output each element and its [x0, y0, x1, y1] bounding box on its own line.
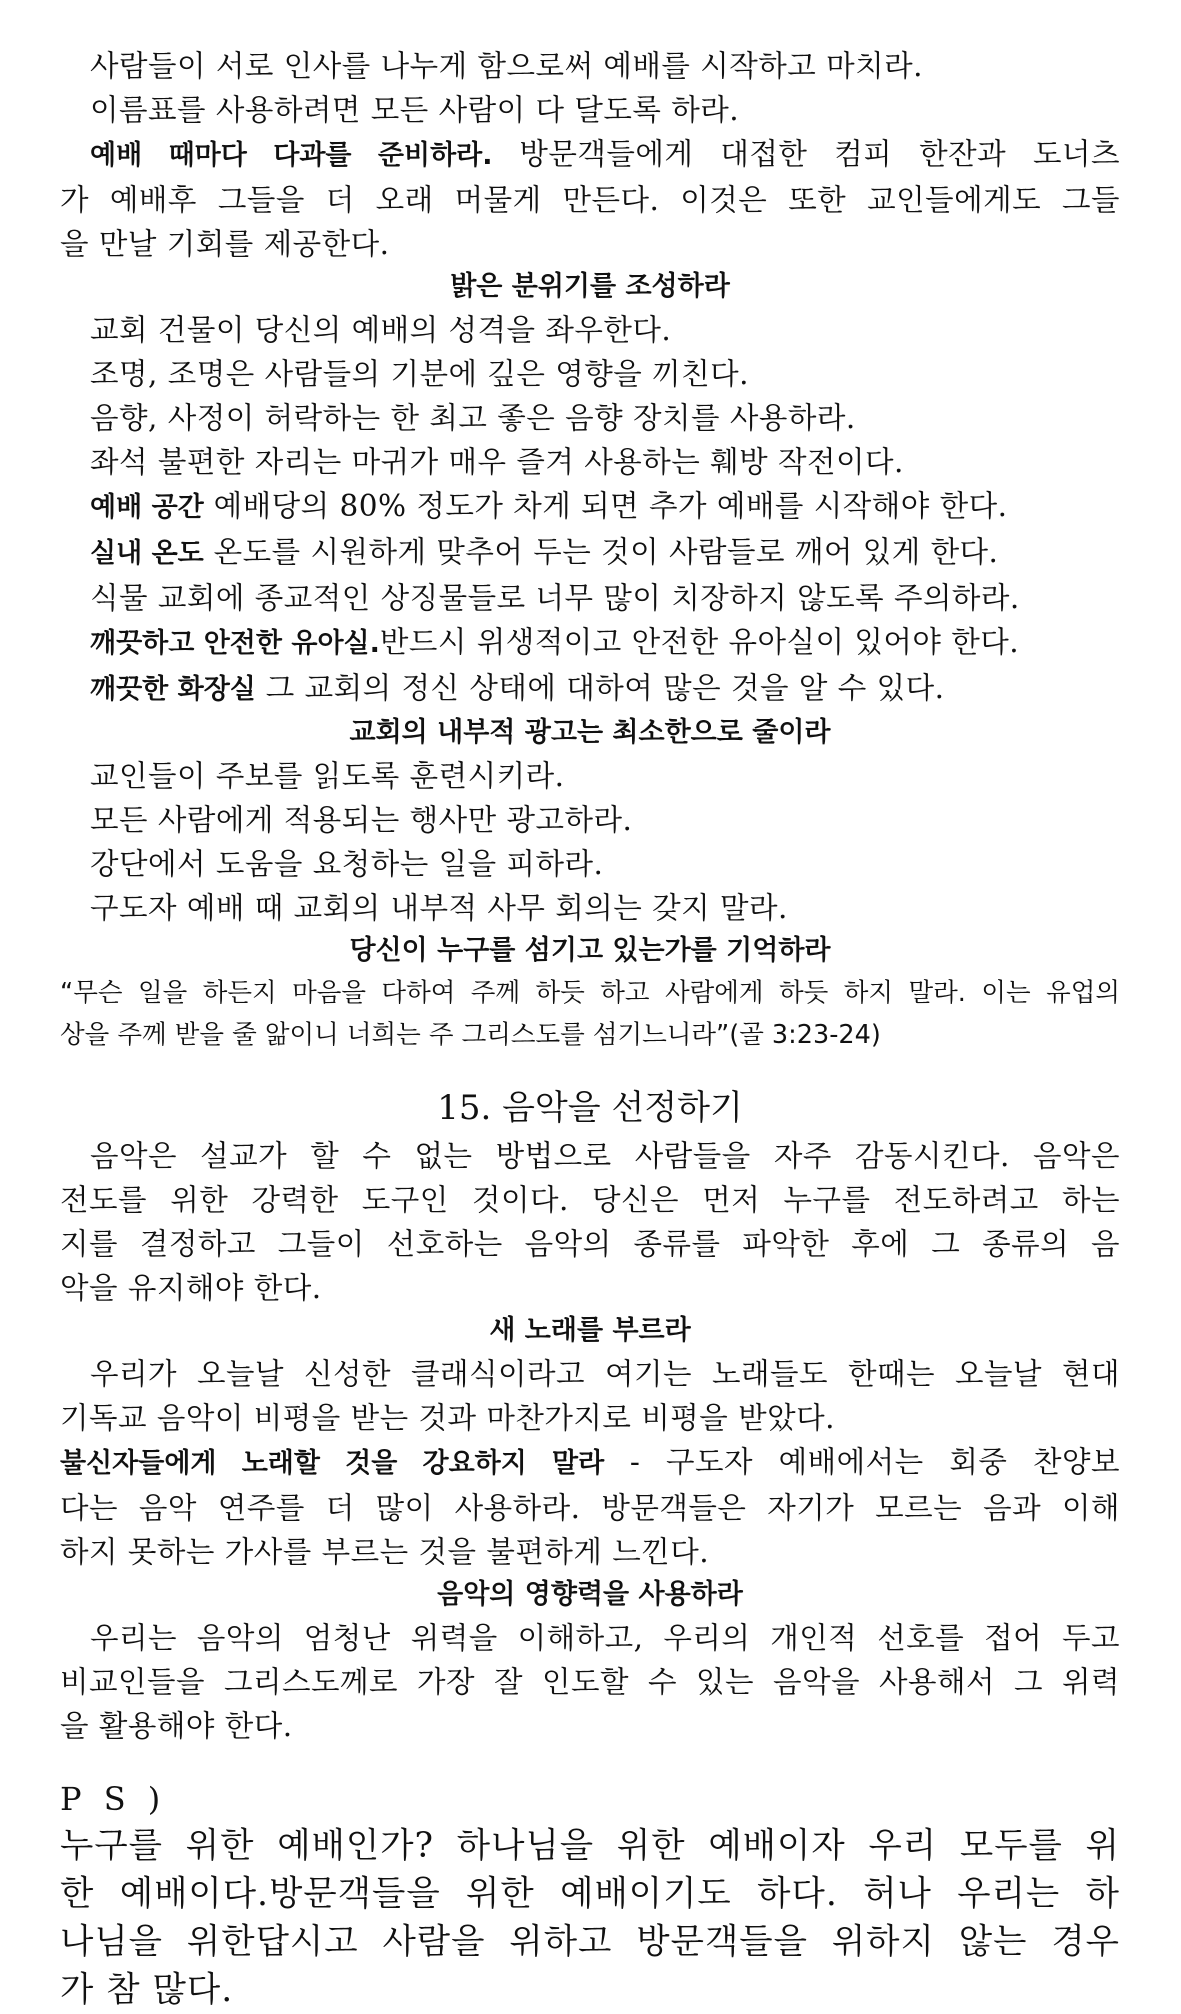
subheading: 당신이 누구를 섬기고 있는가를 기억하라	[349, 935, 831, 966]
bold-lead: 불신자들에게 노래할 것을 강요하지 말라	[60, 1448, 605, 1479]
paragraph-line: 구도자 예배 때 교회의 내부적 사무 회의는 갖지 말라.	[90, 891, 788, 925]
paragraph-line: 지를 결정하고 그들이 선호하는 음악의 종류를 파악한 후에 그 종류의 음	[60, 1227, 1120, 1261]
paragraph-line: 을 만날 기회를 제공한다.	[60, 227, 390, 261]
paragraph-line: 이름표를 사용하려면 모든 사람이 다 달도록 하라.	[90, 93, 740, 127]
line-text: 그 교회의 정신 상태에 대하여 많은 것을 알 수 있다.	[255, 671, 945, 705]
ps-line: 나님을 위한답시고 사람을 위하고 방문객들을 위하지 않는 경우	[60, 1922, 1120, 1962]
paragraph-line: 교인들이 주보를 읽도록 훈련시키라.	[90, 759, 565, 793]
paragraph-line	[60, 666, 1120, 712]
paragraph-line: 조명, 조명은 사람들의 기분에 깊은 영향을 끼친다.	[90, 357, 749, 391]
line-text: - 구도자 예배에서는 회중 찬양보	[604, 1445, 1120, 1479]
line-text: 온도를 시원하게 맞추어 두는 것이 사람들로 깨어 있게 한다.	[203, 535, 999, 569]
subheading: 밝은 분위기를 조성하라	[450, 271, 730, 302]
paragraph-line: 비교인들을 그리스도께로 가장 잘 인도할 수 있는 음악을 사용해서 그 위력	[60, 1665, 1120, 1699]
ps-line: 한 예배이다.방문객들을 위한 예배이기도 하다. 허나 우리는 하	[60, 1874, 1120, 1914]
ps-line: 누구를 위한 예배인가? 하나님을 위한 예배이자 우리 모두를 위	[60, 1826, 1120, 1866]
bold-lead: 예배 때마다 다과를 준비하라.	[90, 140, 493, 171]
paragraph-line: 좌석 불편한 자리는 마귀가 매우 즐겨 사용하는 훼방 작전이다.	[90, 445, 904, 479]
paragraph-line: 식물 교회에 종교적인 상징물들로 너무 많이 치장하지 않도록 주의하라.	[90, 581, 1020, 615]
line-text: 예배당의 80% 정도가 차게 되면 추가 예배를 시작해야 한다.	[203, 489, 1008, 523]
paragraph-line: 을 활용해야 한다.	[60, 1709, 293, 1743]
scripture-quote-line: “무슨 일을 하든지 마음을 다하여 주께 하듯 하고 사람에게 하듯 하지 말라. 이는 유업의	[60, 978, 1120, 1008]
paragraph-line: 음향, 사정이 허락하는 한 최고 좋은 음향 장치를 사용하라.	[90, 401, 856, 435]
ps-line: 가 참 많다.	[60, 1970, 234, 2010]
paragraph-line	[60, 530, 1120, 576]
paragraph-line: 악을 유지해야 한다.	[60, 1271, 322, 1305]
document-page	[60, 44, 1120, 2014]
section-title: 15. 음악을 선정하기	[437, 1088, 743, 1128]
scripture-quote-line: 상을 주께 받을 줄 앎이니 너희는 주 그리스도를 섬기느니라”(골 3:23-24)	[60, 1020, 881, 1050]
paragraph-line: 모든 사람에게 적용되는 행사만 광고하라.	[90, 803, 633, 837]
bold-lead: 예배 공간	[90, 492, 204, 523]
subheading: 새 노래를 부르라	[489, 1315, 691, 1346]
paragraph-line: 가 예배후 그들을 더 오래 머물게 만든다. 이것은 또한 교인들에게도 그들	[60, 183, 1120, 217]
paragraph-line	[60, 620, 1120, 666]
paragraph-line: 사람들이 서로 인사를 나누게 함으로써 예배를 시작하고 마치라.	[90, 49, 923, 83]
line-text: 반드시 위생적이고 안전한 유아실이 있어야 한다.	[379, 625, 1020, 659]
paragraph-line	[60, 1440, 1120, 1486]
paragraph-line: 우리가 오늘날 신성한 클래식이라고 여기는 노래들도 한때는 오늘날 현대	[90, 1357, 1120, 1391]
paragraph-line: 음악은 설교가 할 수 없는 방법으로 사람들을 자주 감동시킨다. 음악은	[90, 1139, 1120, 1173]
paragraph-line: 우리는 음악의 엄청난 위력을 이해하고, 우리의 개인적 선호를 접어 두고	[90, 1621, 1120, 1655]
paragraph-line: 하지 못하는 가사를 부르는 것을 불편하게 느낀다.	[60, 1535, 710, 1569]
paragraph-line	[60, 484, 1120, 530]
bold-lead: 실내 온도	[90, 538, 204, 569]
paragraph-line: 다는 음악 연주를 더 많이 사용하라. 방문객들은 자기가 모르는 음과 이해	[60, 1491, 1120, 1525]
bold-lead: 깨끗한 화장실	[90, 674, 256, 705]
paragraph-line: 전도를 위한 강력한 도구인 것이다. 당신은 먼저 누구를 전도하려고 하는	[60, 1183, 1120, 1217]
paragraph-line: 교회 건물이 당신의 예배의 성격을 좌우한다.	[90, 313, 672, 347]
subheading: 교회의 내부적 광고는 최소한으로 줄이라	[349, 717, 831, 748]
bold-lead: 깨끗하고 안전한 유아실.	[90, 628, 380, 659]
paragraph-line: 기독교 음악이 비평을 받는 것과 마찬가지로 비평을 받았다.	[60, 1401, 835, 1435]
line-text: 방문객들에게 대접한 컴피 한잔과 도너츠	[492, 137, 1120, 171]
subheading: 음악의 영향력을 사용하라	[437, 1579, 743, 1610]
ps-label: P S )	[60, 1780, 167, 1818]
paragraph-line	[60, 132, 1120, 178]
paragraph-line: 강단에서 도움을 요청하는 일을 피하라.	[90, 847, 604, 881]
